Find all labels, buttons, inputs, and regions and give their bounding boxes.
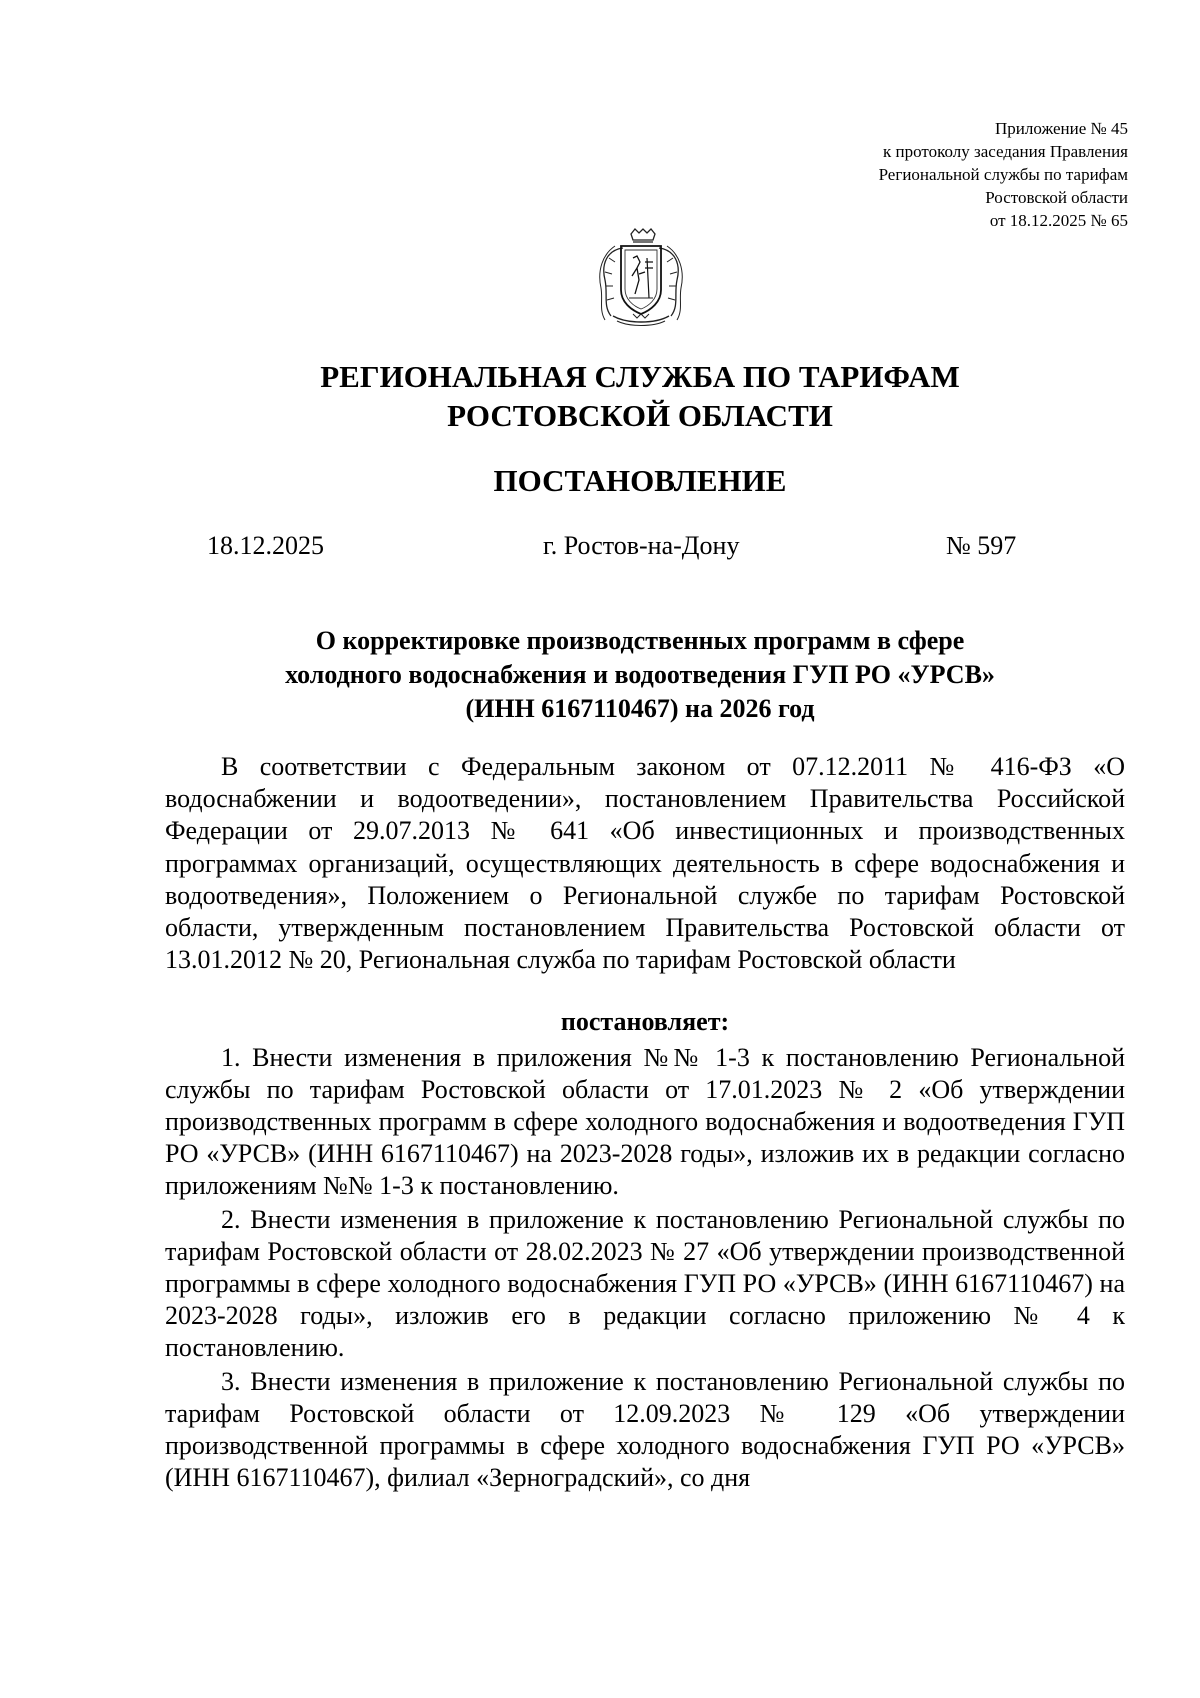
decree-item bbox=[165, 1204, 1125, 1365]
preamble-paragraph: В соответствии с Федеральным законом от 07.12.2011 № 416-ФЗ «О водоснабжении и водоотведении», постановлением Правительства Российской Федерации от 29.07.2013 № 641 «Об инвестиционных и производственных программах организаций, осуществляющих деятельность в сфере водоснабжения и водоотведения», Положением о Региональной службе по тарифам Ростовской области, утвержденным постановлением Правительства Ростовской области от 13.01.2012 № 20, Региональная служба по тарифам Ростовской области bbox=[165, 752, 1125, 975]
organization-title-line-1: РЕГИОНАЛЬНАЯ СЛУЖБА ПО ТАРИФАМ bbox=[320, 359, 960, 394]
appendix-line: к протоколу заседания Правления bbox=[883, 142, 1128, 161]
organization-title bbox=[100, 357, 1180, 435]
decree-word: постановляет: bbox=[560, 1007, 730, 1037]
appendix-line: Региональной службы по тарифам bbox=[878, 165, 1128, 184]
item-text: Внести изменения в приложения №№ 1-3 к постановлению Региональной службы по тарифам Ростовской области от 17.01.2023 № 2 «Об утверждении производственных программ в сфере холодного водоснабжения и водоотведения ГУП РО «УРСВ» (ИНН 6167110467) на 2023-2028 годы», изложив их в редакции согласно приложениям №№ 1-3 к постановлению. bbox=[165, 1042, 1125, 1201]
coat-of-arms-drawing bbox=[593, 228, 689, 328]
item-number: 2. bbox=[221, 1204, 241, 1234]
subject-line-1: О корректировке производственных программ в сфере bbox=[315, 626, 965, 655]
appendix-note bbox=[708, 117, 1128, 232]
document-date: 18.12.2025 bbox=[207, 531, 324, 560]
item-number: 1. bbox=[221, 1042, 241, 1072]
document-subject bbox=[100, 624, 1180, 726]
item-number: 3. bbox=[221, 1366, 241, 1396]
appendix-line: от 18.12.2025 № 65 bbox=[989, 211, 1128, 230]
appendix-line: Ростовской области bbox=[985, 188, 1128, 207]
subject-line-3: (ИНН 6167110467) на 2026 год bbox=[465, 694, 815, 723]
document-body bbox=[165, 751, 1125, 1494]
item-text: Внести изменения в приложение к постановлению Региональной службы по тарифам Ростовской области от 12.09.2023 № 129 «Об утверждении производственной программы в сфере холодного водоснабжения ГУП РО «УРСВ» (ИНН 6167110467), филиал «Зерноградский», со дня bbox=[165, 1366, 1126, 1493]
document-type: ПОСТАНОВЛЕНИЕ bbox=[493, 463, 787, 498]
item-text: Внести изменения в приложение к постановлению Региональной службы по тарифам Ростовской области от 28.02.2023 № 27 «Об утверждении производственной программы в сфере холодного водоснабжения ГУП РО «УРСВ» (ИНН 6167110467) на 2023-2028 годы», изложив его в редакции согласно приложению № 4 к постановлению. bbox=[165, 1204, 1126, 1363]
coat-of-arms-icon bbox=[593, 228, 689, 328]
organization-title-line-2: РОСТОВСКОЙ ОБЛАСТИ bbox=[447, 398, 833, 433]
appendix-line: Приложение № 45 bbox=[995, 119, 1128, 138]
subject-line-2: холодного водоснабжения и водоотведения ГУП РО «УРСВ» bbox=[285, 660, 995, 689]
document-number: № 597 bbox=[946, 531, 1017, 560]
decree-item bbox=[165, 1042, 1125, 1203]
document-city: г. Ростов-на-Дону bbox=[543, 531, 740, 560]
decree-item bbox=[165, 1366, 1125, 1495]
